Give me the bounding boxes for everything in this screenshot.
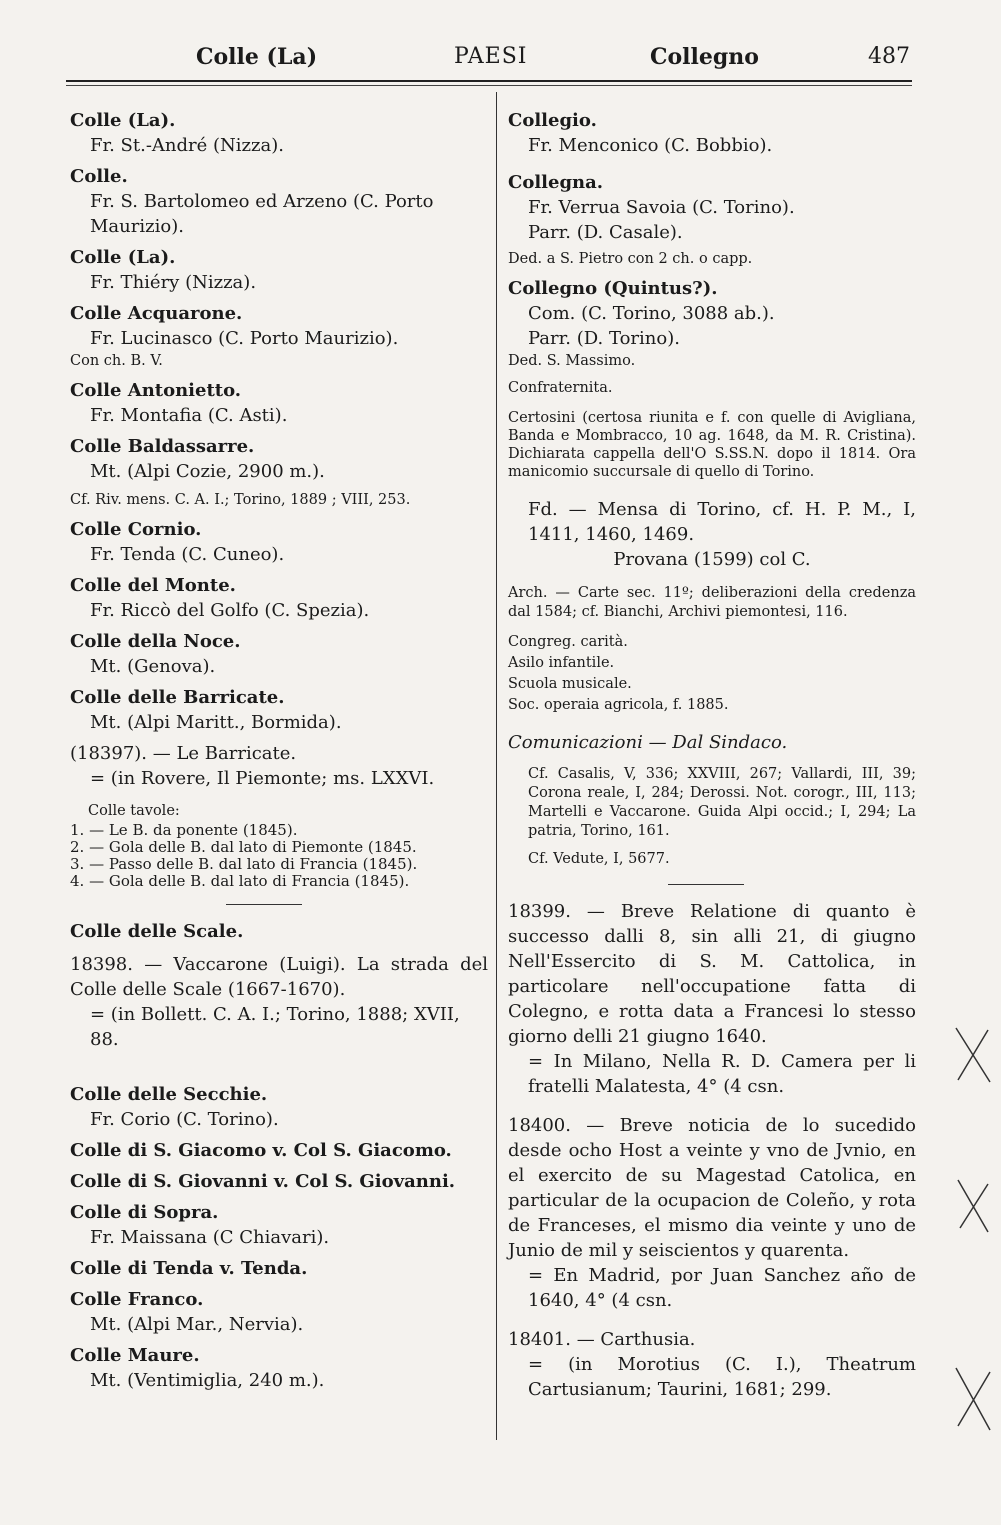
entry-sub: Fr. St.-André (Nizza). (90, 135, 284, 156)
entry-note: Ded. a S. Pietro con 2 ch. o capp. (508, 251, 753, 267)
entry-note: Cf. Riv. mens. C. A. I.; Torino, 1889 ; VIII, 253. (70, 492, 411, 508)
entry (70, 1343, 488, 1393)
header-center: PAESI (454, 44, 528, 69)
entry (70, 1169, 488, 1194)
column-divider (496, 92, 497, 1440)
entry-parish: Parr. (D. Torino). (528, 328, 680, 349)
bibliography-ref: (18397). — Le Barricate. (70, 743, 297, 764)
page-number: 487 (868, 44, 910, 69)
entry-sub: Fr. Riccò del Golfo (C. Spezia). (90, 600, 370, 621)
entry-title: Colle della Noce. (70, 631, 241, 652)
entry (508, 1327, 916, 1402)
bibliography-ref: 18401. — Carthusia. (508, 1329, 696, 1350)
entry (70, 1287, 488, 1337)
header-rule-thin (66, 85, 912, 86)
entry-sub: Fr. Menconico (C. Bobbio). (528, 135, 773, 156)
margin-cross-mark (948, 1020, 998, 1090)
running-header (70, 44, 910, 84)
list-item: 4. — Gola delle B. dal lato di Francia (1845). (70, 872, 410, 890)
entry-sub: Fr. Corio (C. Torino). (90, 1109, 279, 1130)
entry (70, 378, 488, 428)
entry-sub: Mt. (Genova). (90, 656, 216, 677)
entry-title: Colle Baldassarre. (70, 436, 255, 457)
entry-feud-2: Provana (1599) col C. (613, 549, 811, 570)
entry-note: Ded. S. Massimo. (508, 353, 636, 369)
margin-cross-mark (948, 1170, 998, 1240)
entry-sub: Fr. Lucinasco (C. Porto Maurizio). (90, 328, 399, 349)
list-item: Scuola musicale. (508, 676, 632, 692)
entry-references: Cf. Casalis, V, 336; XXVIII, 267; Vallardi, III, 39; Corona reale, I, 284; Derossi. Not. corogr., III, 113; Martelli e Vaccarone. Guida Alpi occid.; I, 294; La patria, Torino, 161. (528, 766, 916, 839)
entry-note: Confraternita. (508, 380, 613, 396)
entry-title: Collegio. (508, 110, 597, 131)
entry (70, 919, 488, 1052)
entry-sub: Fr. Maissana (C Chiavari). (90, 1227, 330, 1248)
entry-title: Colle. (70, 166, 128, 187)
entry-title: Colle di Sopra. (70, 1202, 219, 1223)
entry (70, 573, 488, 623)
bibliography-pub: = En Madrid, por Juan Sanchez año de 1640, 4° (4 csn. (528, 1265, 916, 1311)
right-column (508, 108, 916, 1408)
entry-title: Colle di S. Giacomo v. Col S. Giacomo. (70, 1140, 452, 1161)
margin-cross-mark (948, 1360, 998, 1440)
entry-title: Colle di Tenda v. Tenda. (70, 1258, 308, 1279)
entry-title: Colle delle Barricate. (70, 687, 285, 708)
header-rule (66, 80, 912, 82)
entry (70, 517, 488, 567)
entry-title: Colle del Monte. (70, 575, 236, 596)
entry-sub: Mt. (Alpi Maritt., Bormida). (90, 712, 342, 733)
list-item: 3. — Passo delle B. dal lato di Francia (1845). (70, 855, 418, 873)
entry-title: Colle Cornio. (70, 519, 202, 540)
bibliography-ref: 18399. — Breve Relatione di quanto è successo dalli 8, sin alli 21, di giugno Nell'Essercito di S. M. Cattolica, in particolare nell'occupatione fatta di Colegno, e rotta data a Francesi lo stesso giorno delli 21 giugno 1640. (508, 901, 916, 1047)
entry-title: Colle (La). (70, 247, 176, 268)
separator-rule (668, 884, 744, 885)
entry (70, 1200, 488, 1250)
entry-title: Colle Franco. (70, 1289, 204, 1310)
entry (508, 170, 916, 270)
entry (70, 434, 488, 511)
entry-title: Collegna. (508, 172, 604, 193)
entry (508, 899, 916, 1099)
entry (508, 1113, 916, 1313)
entry (70, 245, 488, 295)
entry-title: Collegno (Quintus?). (508, 278, 718, 299)
header-right: Collegno (650, 44, 759, 70)
separator-rule (226, 904, 302, 905)
bibliography-ref: 18400. — Breve noticia de lo sucedido desde ocho Host a veinte y vno de Jvnio, en el exercito de su Magestad Catolica, en particular de la ocupacion de Coleño, y rota de Franceses, el mismo dia veinte y uno de Junio de mil y seiscientos y quarenta. (508, 1115, 916, 1261)
entry-title: Colle (La). (70, 110, 176, 131)
bibliography-ref: 18398. — Vaccarone (Luigi). La strada del Colle delle Scale (1667-1670). (70, 954, 488, 1000)
entry-title: Colle Maure. (70, 1345, 200, 1366)
entry-sub: Com. (C. Torino, 3088 ab.). (528, 303, 775, 324)
bibliography-pub: = (in Morotius (C. I.), Theatrum Cartusianum; Taurini, 1681; 299. (528, 1354, 916, 1400)
left-column (70, 108, 488, 1399)
entry (508, 108, 916, 158)
entry-sub: Fr. Tenda (C. Cuneo). (90, 544, 285, 565)
entry-title: Colle di S. Giovanni v. Col S. Giovanni. (70, 1171, 456, 1192)
entry-note: Con ch. B. V. (70, 353, 163, 369)
entry-vedute: Cf. Vedute, I, 5677. (528, 851, 670, 867)
entry-sub: Mt. (Alpi Cozie, 2900 m.). (90, 461, 325, 482)
bibliography-pub: = In Milano, Nella R. D. Camera per li fratelli Malatesta, 4° (4 csn. (528, 1051, 916, 1097)
entry (70, 108, 488, 158)
entry (70, 301, 488, 372)
entry-history: Certosini (certosa riunita e f. con quelle di Avigliana, Banda e Mombracco, 10 ag. 1648, da M. R. Cristina). Dichiarata cappella dell'O S.SS.N. dopo il 1814. Ora manicomio succursale di quello di Torino. (508, 410, 916, 480)
entry (70, 685, 488, 890)
entry (70, 1256, 488, 1281)
entry-title: Colle delle Secchie. (70, 1084, 268, 1105)
list-item: Congreg. carità. (508, 634, 628, 650)
list-item: 1. — Le B. da ponente (1845). (70, 821, 298, 839)
entry-sub: Fr. Verrua Savoia (C. Torino). (528, 197, 795, 218)
bibliography-pub: = (in Bollett. C. A. I.; Torino, 1888; XVII, 88. (90, 1004, 460, 1050)
entry-parish: Parr. (D. Casale). (528, 222, 683, 243)
communications-heading: Comunicazioni — Dal Sindaco. (508, 732, 788, 753)
entry-sub: Mt. (Alpi Mar., Nervia). (90, 1314, 304, 1335)
entry-feud: Fd. — Mensa di Torino, cf. H. P. M., I, 1411, 1460, 1469. (528, 499, 916, 545)
header-left: Colle (La) (196, 44, 318, 70)
entry (70, 1082, 488, 1132)
entry (70, 1138, 488, 1163)
tavole-heading: Colle tavole: (88, 803, 180, 819)
entry-title: Colle Acquarone. (70, 303, 243, 324)
entry (508, 276, 916, 870)
entry-sub: Fr. S. Bartolomeo ed Arzeno (C. Porto Maurizio). (90, 191, 434, 237)
entry-archive: Arch. — Carte sec. 11º; deliberazioni della credenza dal 1584; cf. Bianchi, Archivi piemontesi, 116. (508, 585, 916, 620)
list-item: Asilo infantile. (508, 655, 615, 671)
entry-title: Colle delle Scale. (70, 921, 244, 942)
entry-sub: Fr. Montafia (C. Asti). (90, 405, 288, 426)
entry-title: Colle Antonietto. (70, 380, 242, 401)
list-item: 2. — Gola delle B. dal lato di Piemonte (1845. (70, 838, 417, 856)
bibliography-pub: = (in Rovere, Il Piemonte; ms. LXXVI. (90, 768, 435, 789)
entry (70, 164, 488, 239)
entry (70, 629, 488, 679)
entry-sub: Mt. (Ventimiglia, 240 m.). (90, 1370, 325, 1391)
entry-sub: Fr. Thiéry (Nizza). (90, 272, 257, 293)
list-item: Soc. operaia agricola, f. 1885. (508, 697, 729, 713)
